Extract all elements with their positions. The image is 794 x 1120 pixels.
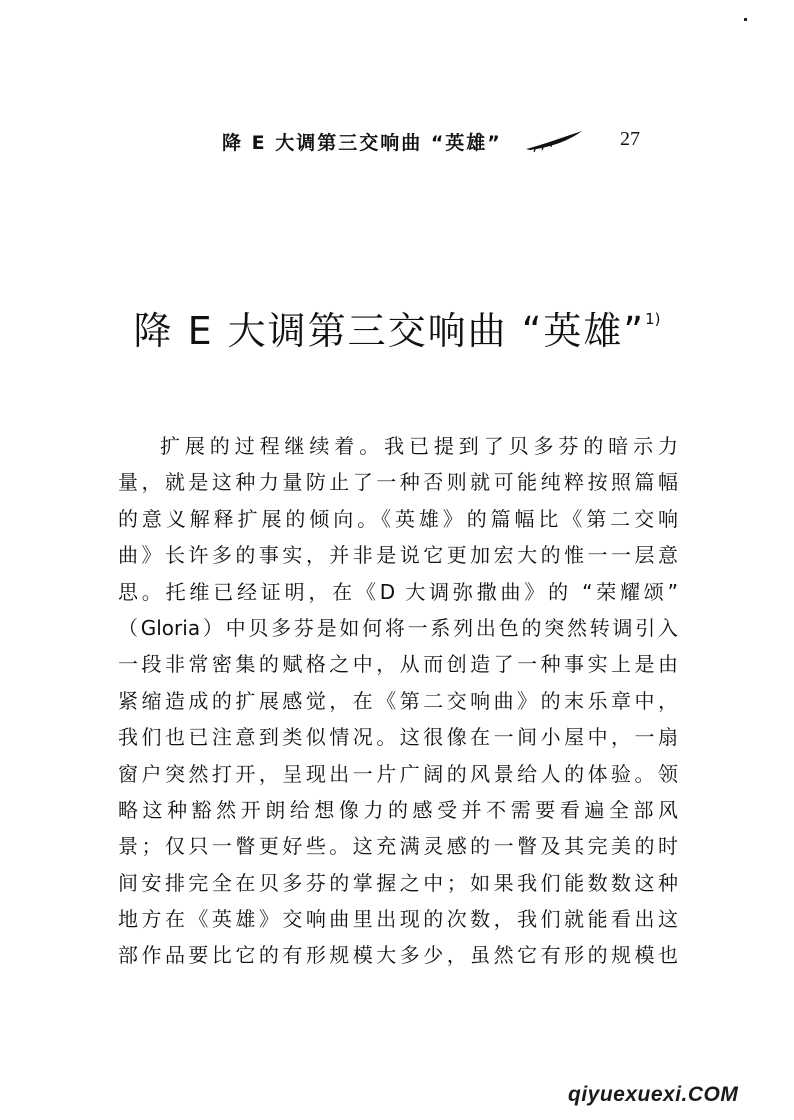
running-head — [222, 124, 662, 158]
text-line: （Gloria）中贝多芬是如何将一系列出色的突然转调引入 — [118, 615, 678, 640]
chapter-title — [0, 300, 794, 355]
corner-mark — [744, 18, 747, 21]
text-line: 部作品要比它的有形规模大多少，虽然它有形的规模也 — [118, 943, 678, 968]
text-line: 曲》长许多的事实，并非是说它更加宏大的惟一一层意 — [118, 543, 678, 568]
footnote-marker: 1) — [645, 310, 661, 329]
chapter-title-text: 降 E 大调第三交响曲 “英雄” — [133, 309, 646, 353]
body-paragraph — [118, 428, 678, 974]
text-line: 略这种豁然开朗给想像力的感受并不需要看遍全部风 — [118, 797, 678, 822]
quill-ornament-icon — [524, 129, 584, 153]
site-watermark: qiyuexuexi.COM — [568, 1083, 739, 1106]
text-line: 景；仅只一瞥更好些。这充满灵感的一瞥及其完美的时 — [118, 834, 678, 859]
text-line: 我们也已注意到类似情况。这很像在一间小屋中，一扇 — [118, 725, 678, 750]
text-line: 扩展的过程继续着。我已提到了贝多芬的暗示力 — [160, 434, 678, 458]
text-line: 间安排完全在贝多芬的掌握之中；如果我们能数数这种 — [118, 870, 678, 895]
page-number: 27 — [620, 128, 640, 150]
running-head-title: 降 E 大调第三交响曲 “英雄” — [222, 131, 502, 154]
text-line: 紧缩造成的扩展感觉，在《第二交响曲》的末乐章中， — [118, 688, 678, 713]
text-line: 思。托维已经证明，在《D 大调弥撒曲》的 “荣耀颂” — [118, 579, 678, 604]
text-line: 的意义解释扩展的倾向。《英雄》的篇幅比《第二交响 — [118, 506, 678, 531]
text-line: 量，就是这种力量防止了一种否则就可能纯粹按照篇幅 — [118, 470, 678, 495]
text-line: 窗户突然打开，呈现出一片广阔的风景给人的体验。领 — [118, 761, 678, 786]
text-line: 一段非常密集的赋格之中，从而创造了一种事实上是由 — [118, 652, 678, 677]
text-line: 地方在《英雄》交响曲里出现的次数，我们就能看出这 — [118, 907, 678, 932]
